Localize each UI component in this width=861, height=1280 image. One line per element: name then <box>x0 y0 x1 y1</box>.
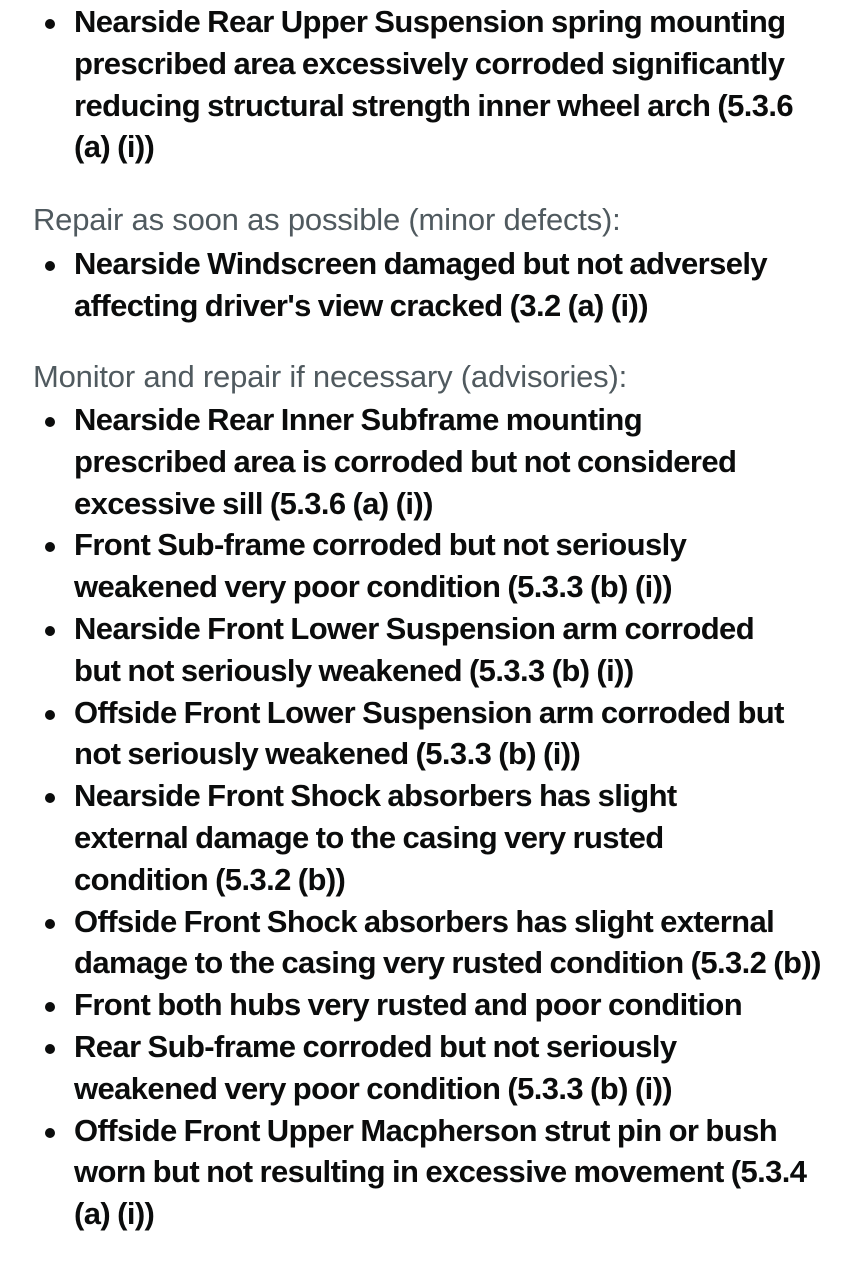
advisory-item <box>0 608 834 692</box>
advisory-item <box>0 524 764 608</box>
bullet-icon <box>45 1044 55 1054</box>
advisory-item <box>0 901 861 985</box>
advisories-heading: Monitor and repair if necessary (advisories): <box>33 359 628 394</box>
bullet-icon <box>45 710 55 720</box>
advisory-item <box>0 984 861 1026</box>
advisory-item <box>0 1110 861 1235</box>
dangerous-defects-list <box>0 1 861 168</box>
advisory-text: Offside Front Shock absorbers has slight external damage to the casing very rusted condition (5.3.2 (b)) <box>74 903 821 981</box>
bullet-icon <box>45 542 55 552</box>
bullet-icon <box>45 919 55 929</box>
bullet-icon <box>45 1002 55 1012</box>
advisory-text: Front Sub-frame corroded but not seriously weakened very poor condition (5.3.3 (b) (i)) <box>74 527 687 605</box>
defect-text: Nearside Rear Upper Suspension spring mounting prescribed area excessively corroded significantly reducing structural strength inner wheel arch (5.3.6 (a) (i)) <box>74 4 794 165</box>
bullet-icon <box>45 793 55 803</box>
advisory-item <box>0 692 861 776</box>
bullet-icon <box>45 261 55 271</box>
defect-item <box>0 243 844 327</box>
advisory-text: Nearside Rear Inner Subframe mounting prescribed area is corroded but not considered excessive sill (5.3.6 (a) (i)) <box>74 402 737 521</box>
advisory-item <box>0 775 754 900</box>
advisory-text: Offside Front Upper Macpherson strut pin or bush worn but not resulting in excessive movement (5.3.4 (a) (i)) <box>74 1112 807 1232</box>
defect-text: Nearside Windscreen damaged but not adversely affecting driver's view cracked (3.2 (a) (i)) <box>74 246 768 323</box>
advisory-item <box>0 1026 764 1110</box>
advisory-text: Offside Front Lower Suspension arm corroded but not seriously weakened (5.3.3 (b) (i)) <box>74 694 784 772</box>
bullet-icon <box>45 19 55 29</box>
advisory-text: Nearside Front Lower Suspension arm corroded but not seriously weakened (5.3.3 (b) (i)) <box>74 610 755 688</box>
advisory-text: Front both hubs very rusted and poor condition <box>74 987 743 1023</box>
bullet-icon <box>45 626 55 636</box>
minor-defects-heading: Repair as soon as possible (minor defects): <box>33 202 621 237</box>
minor-defects-list <box>0 243 861 327</box>
advisory-text: Nearside Front Shock absorbers has slight external damage to the casing very rusted condition (5.3.2 (b)) <box>74 778 677 897</box>
defect-item <box>0 1 854 168</box>
bullet-icon <box>45 417 55 427</box>
advisory-item <box>0 399 814 524</box>
bullet-icon <box>45 1128 55 1138</box>
advisories-list <box>0 399 861 1235</box>
advisory-text: Rear Sub-frame corroded but not seriously weakened very poor condition (5.3.3 (b) (i)) <box>74 1028 677 1106</box>
